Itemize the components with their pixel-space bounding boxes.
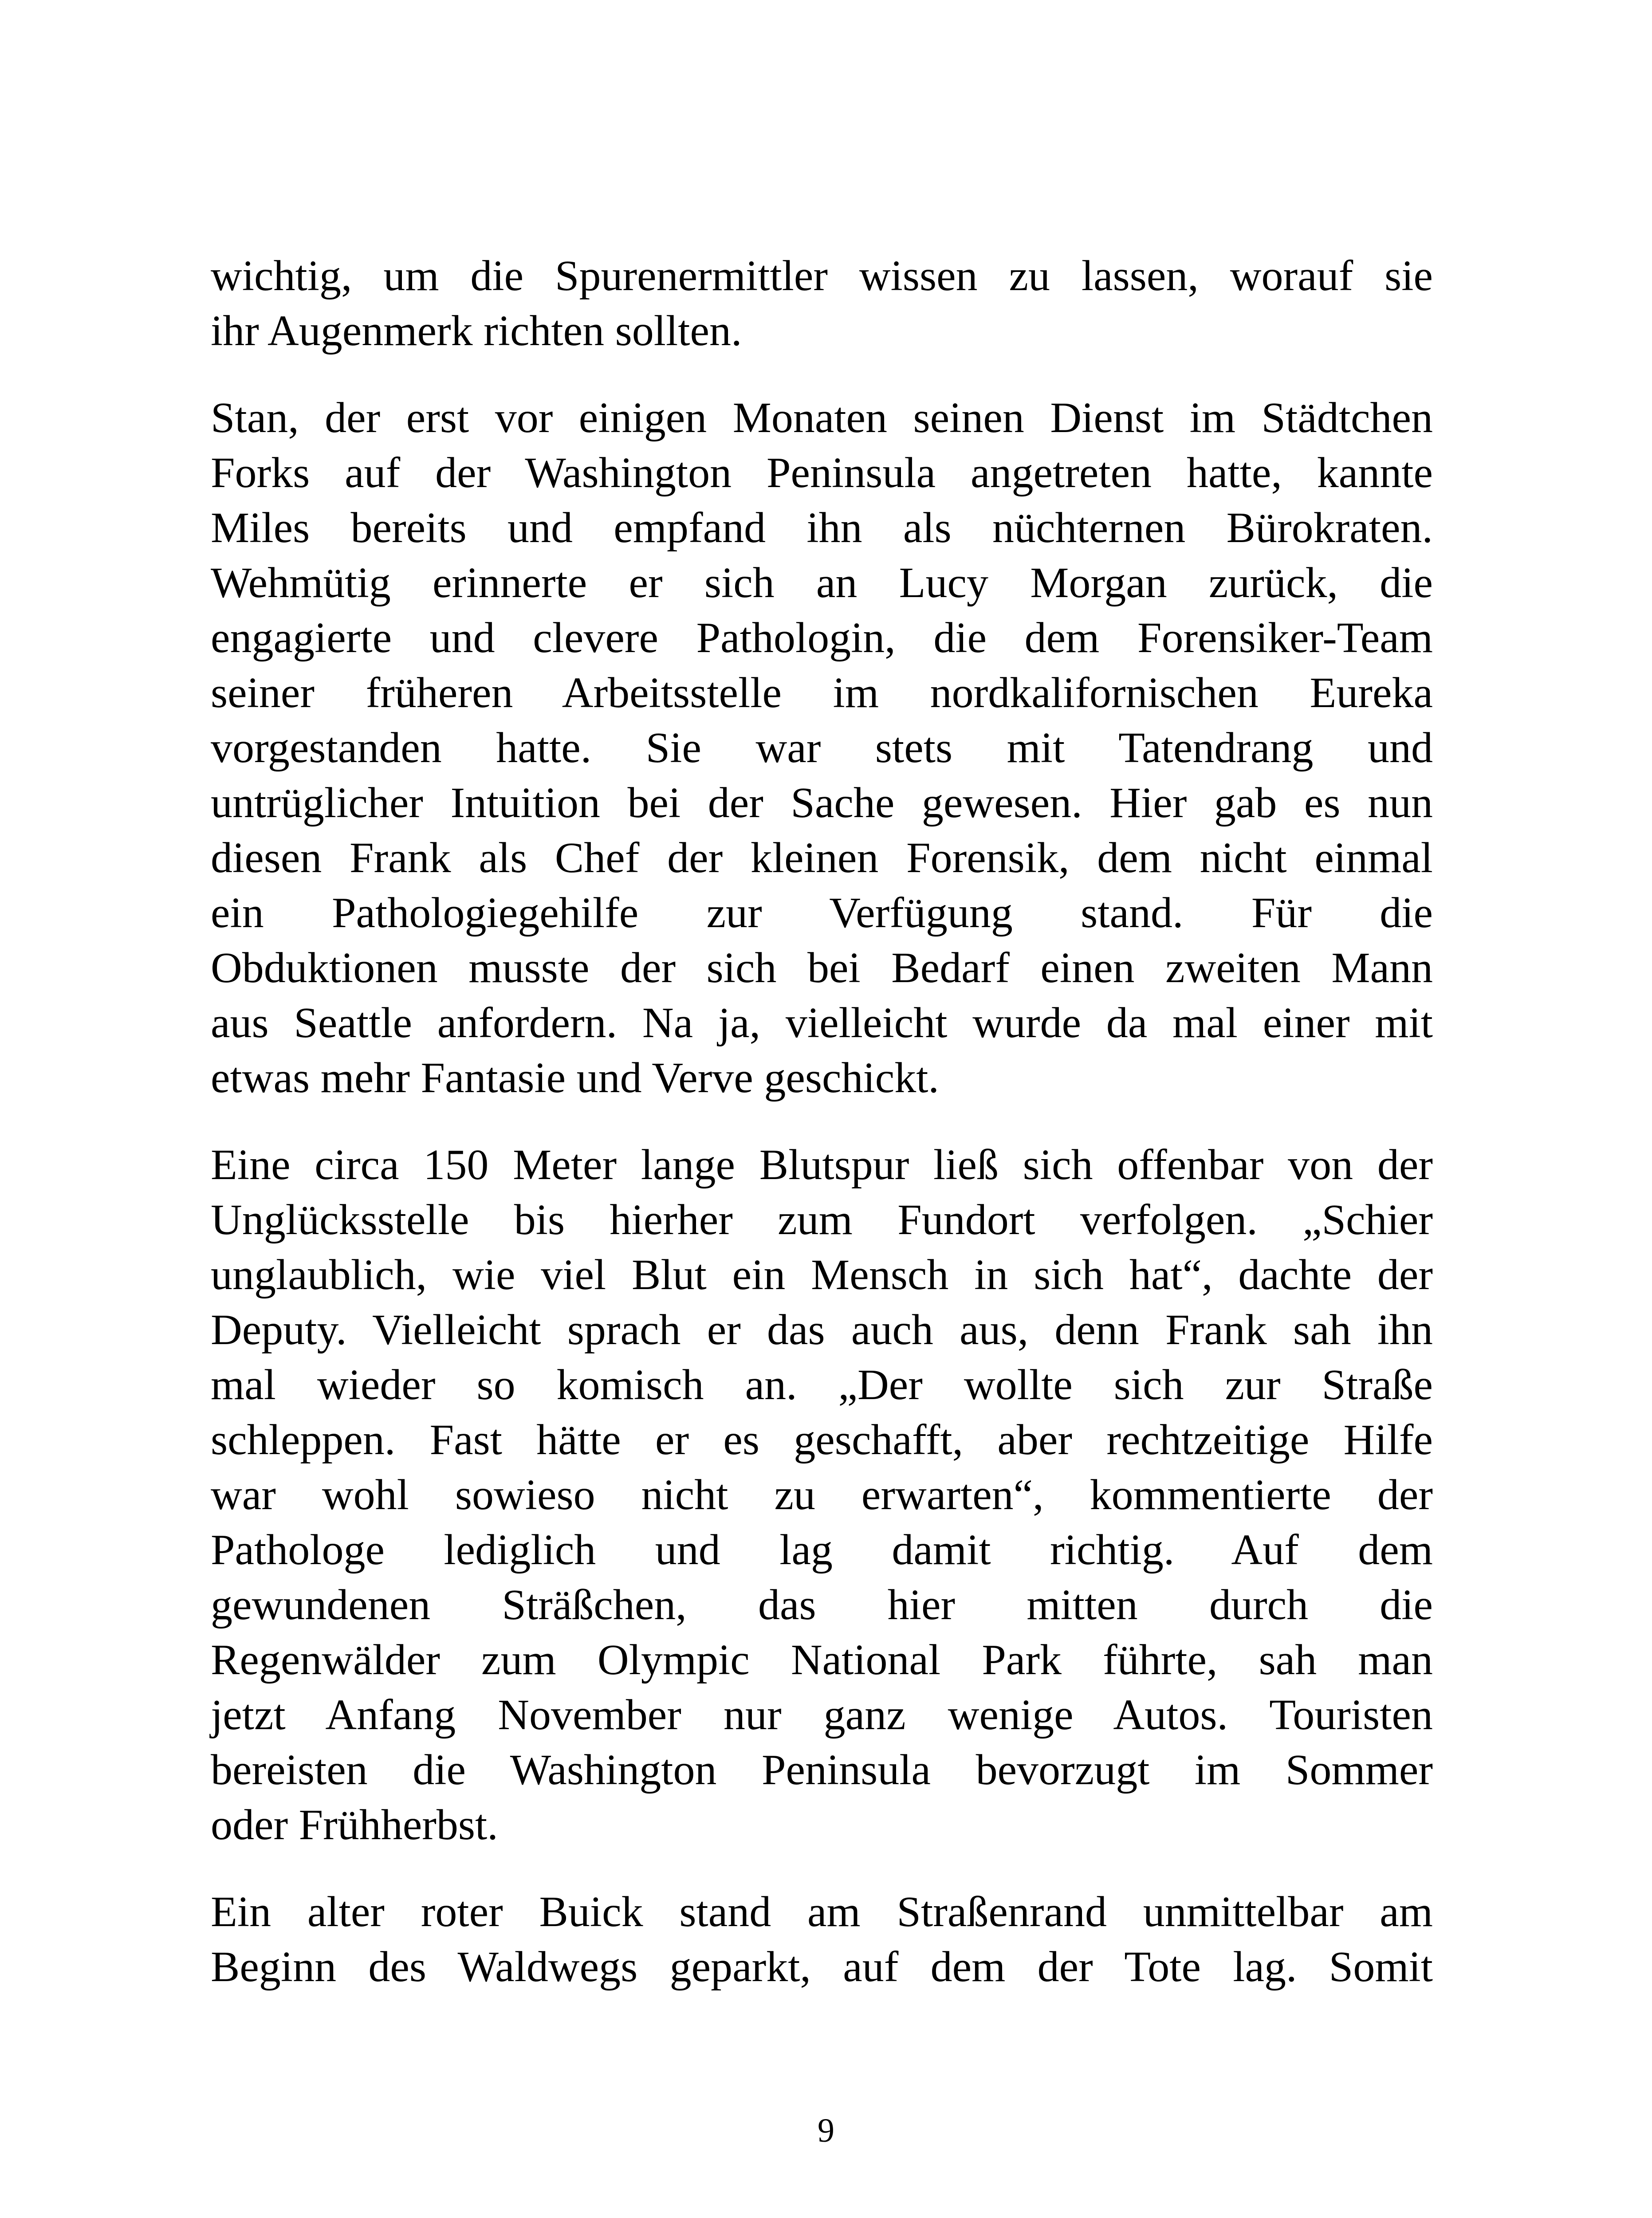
text-line: Forks auf der Washington Peninsula angetreten hatte, kannte xyxy=(211,449,1433,497)
text-line: ein Pathologiegehilfe zur Verfügung stand. Für die xyxy=(211,889,1433,937)
body-text xyxy=(211,248,1433,1994)
text-line: Beginn des Waldwegs geparkt, auf dem der Tote lag. Somit xyxy=(211,1943,1433,1991)
text-line: Stan, der erst vor einigen Monaten seinen Dienst im Städtchen xyxy=(211,394,1433,442)
text-line: Deputy. Vielleicht sprach er das auch aus, denn Frank sah ihn xyxy=(211,1306,1433,1354)
text-line: Unglücksstelle bis hierher zum Fundort verfolgen. „Schier xyxy=(211,1196,1433,1244)
text-line: bereisten die Washington Peninsula bevorzugt im Sommer xyxy=(211,1746,1433,1794)
text-line: jetzt Anfang November nur ganz wenige Autos. Touristen xyxy=(211,1691,1433,1739)
text-line: oder Frühherbst. xyxy=(211,1801,498,1849)
text-line: Miles bereits und empfand ihn als nüchternen Bürokraten. xyxy=(211,504,1433,552)
text-line: Wehmütig erinnerte er sich an Lucy Morgan zurück, die xyxy=(211,559,1433,607)
text-line: etwas mehr Fantasie und Verve geschickt. xyxy=(211,1054,939,1102)
paragraph-3 xyxy=(211,1137,1433,1852)
text-line: Regenwälder zum Olympic National Park führte, sah man xyxy=(211,1636,1433,1684)
paragraph-4 xyxy=(211,1884,1433,1994)
text-line: aus Seattle anfordern. Na ja, vielleicht wurde da mal einer mit xyxy=(211,999,1433,1047)
text-line: ihr Augenmerk richten sollten. xyxy=(211,307,742,355)
text-line: untrüglicher Intuition bei der Sache gewesen. Hier gab es nun xyxy=(211,779,1433,827)
text-line: wichtig, um die Spurenermittler wissen zu lassen, worauf sie xyxy=(211,252,1433,300)
paragraph-1 xyxy=(211,248,1433,358)
text-line: seiner früheren Arbeitsstelle im nordkalifornischen Eureka xyxy=(211,669,1433,717)
text-line: schleppen. Fast hätte er es geschafft, aber rechtzeitige Hilfe xyxy=(211,1416,1433,1464)
text-line: Obduktionen musste der sich bei Bedarf einen zweiten Mann xyxy=(211,944,1433,992)
text-line: engagierte und clevere Pathologin, die dem Forensiker-Team xyxy=(211,614,1433,662)
text-line: unglaublich, wie viel Blut ein Mensch in sich hat“, dachte der xyxy=(211,1251,1433,1299)
text-line: war wohl sowieso nicht zu erwarten“, kommentierte der xyxy=(211,1471,1433,1519)
text-line: mal wieder so komisch an. „Der wollte sich zur Straße xyxy=(211,1361,1433,1409)
text-line: Pathologe lediglich und lag damit richtig. Auf dem xyxy=(211,1526,1433,1574)
text-line: vorgestanden hatte. Sie war stets mit Tatendrang und xyxy=(211,724,1433,772)
text-line: Ein alter roter Buick stand am Straßenrand unmittelbar am xyxy=(211,1888,1433,1936)
text-line: diesen Frank als Chef der kleinen Forensik, dem nicht einmal xyxy=(211,834,1433,882)
text-line: Eine circa 150 Meter lange Blutspur ließ sich offenbar von der xyxy=(211,1141,1433,1189)
text-line: gewundenen Sträßchen, das hier mitten durch die xyxy=(211,1581,1433,1629)
page-number: 9 xyxy=(818,2112,834,2149)
paragraph-2 xyxy=(211,390,1433,1105)
